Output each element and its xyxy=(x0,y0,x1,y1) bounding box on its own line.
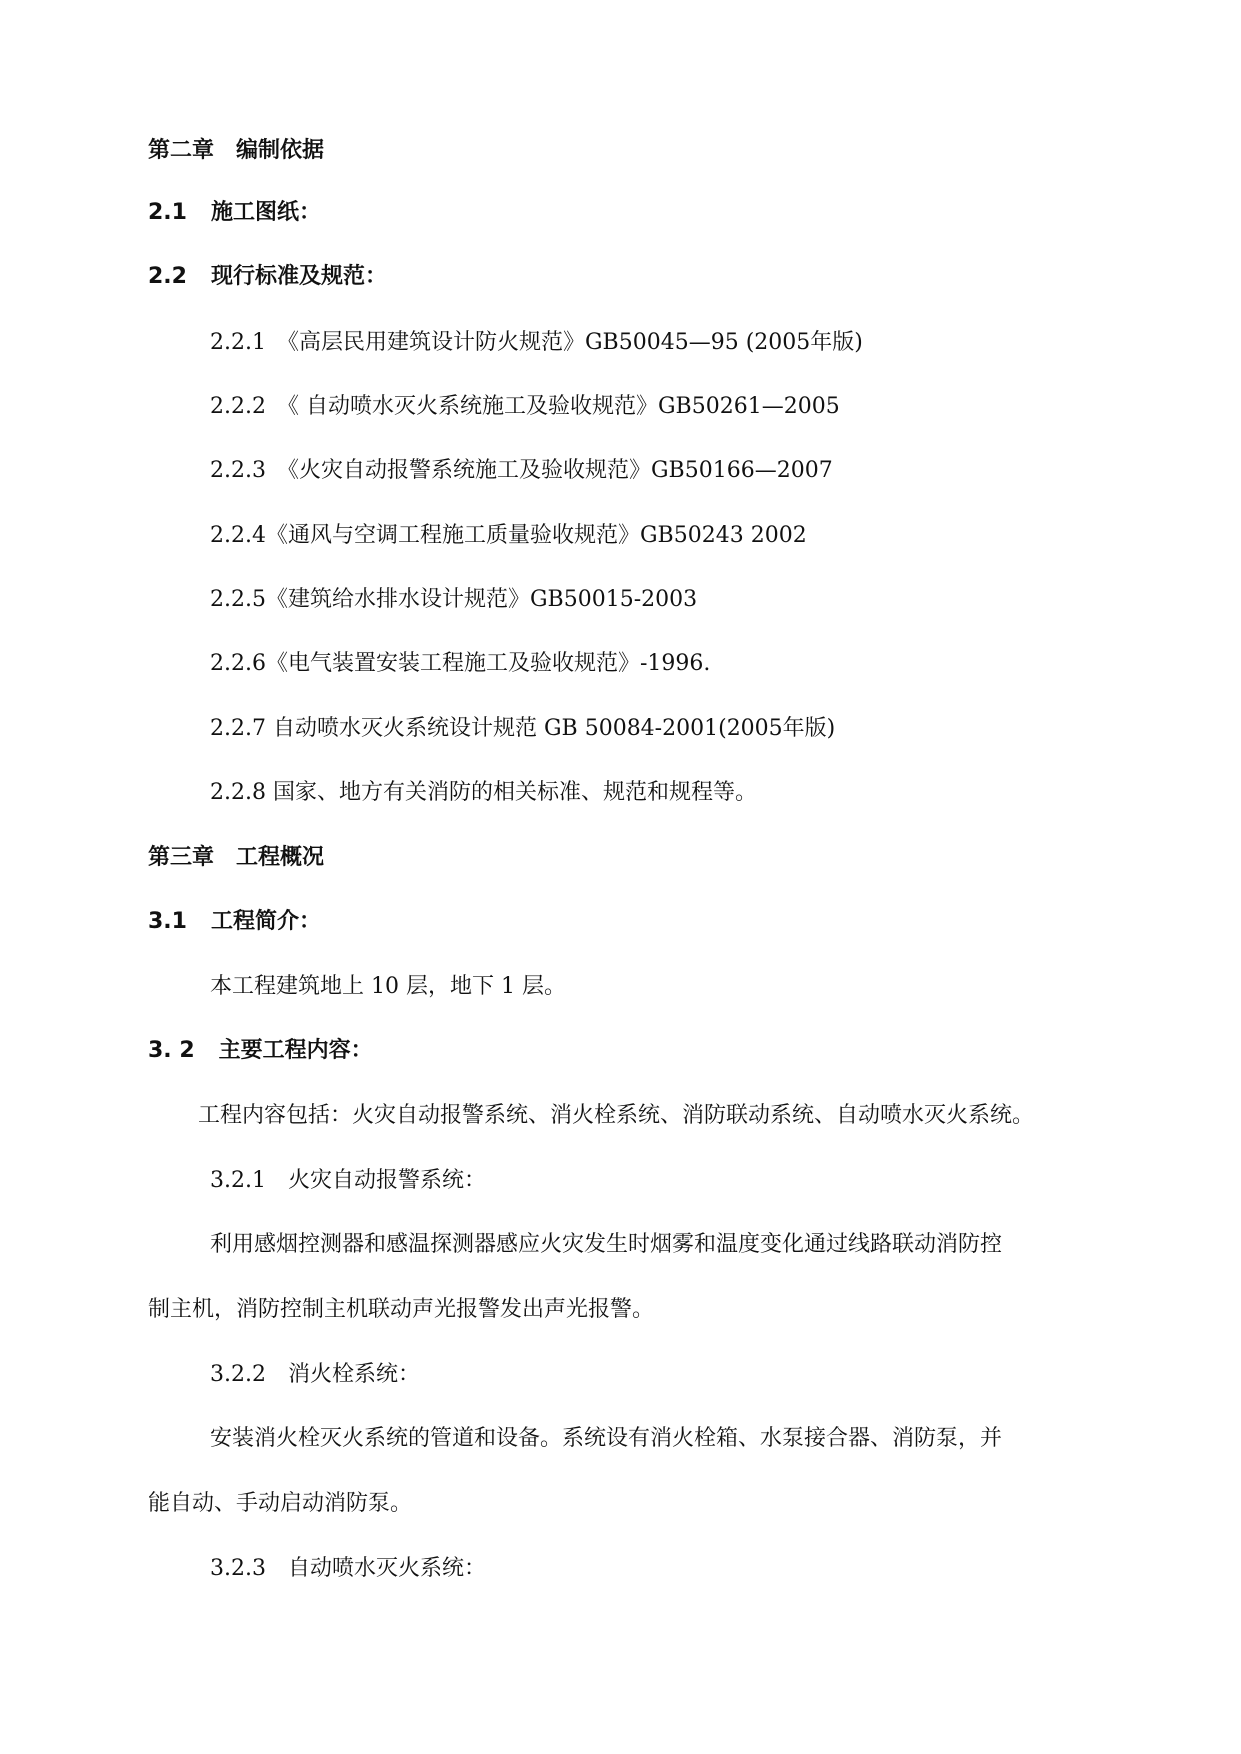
subsection-3-2-1-text-line2: 制主机，消防控制主机联动声光报警发出声光报警。 xyxy=(148,1297,655,1322)
section-3-1-heading xyxy=(148,907,321,937)
section-number: 3.1 xyxy=(148,909,187,934)
chapter-2-title: 第二章 编制依据 xyxy=(148,138,325,163)
standard-item-2-2-4: 2.2.4《通风与空调工程施工质量验收规范》GB50243 2002 xyxy=(210,523,807,548)
standard-item-2-2-1: 2.2.1 《高层民用建筑设计防火规范》GB50045—95 (2005年版) xyxy=(210,330,863,355)
standard-item-2-2-3: 2.2.3 《火灾自动报警系统施工及验收规范》GB50166—2007 xyxy=(210,458,833,483)
standard-item-2-2-8: 2.2.8 国家、地方有关消防的相关标准、规范和规程等。 xyxy=(210,780,757,805)
section-3-2-text: 工程内容包括：火灾自动报警系统、消火栓系统、消防联动系统、自动喷水灭火系统。 xyxy=(198,1103,1035,1128)
section-number: 2.2 xyxy=(148,264,187,289)
subsection-3-2-3-heading: 3.2.3 自动喷水灭火系统： xyxy=(210,1556,486,1581)
subsection-3-2-1-text-line1: 利用感烟控测器和感温探测器感应火灾发生时烟雾和温度变化通过线路联动消防控 xyxy=(210,1232,1003,1257)
section-2-1-heading xyxy=(148,198,321,228)
subsection-3-2-1-heading: 3.2.1 火灾自动报警系统： xyxy=(210,1168,486,1193)
chapter-3-title: 第三章 工程概况 xyxy=(148,845,325,870)
standard-item-2-2-7: 2.2.7 自动喷水灭火系统设计规范 GB 50084-2001(2005年版) xyxy=(210,716,836,741)
section-title: 施工图纸： xyxy=(210,200,321,225)
section-2-2-heading xyxy=(148,262,387,292)
subsection-3-2-2-heading: 3.2.2 消火栓系统： xyxy=(210,1362,420,1387)
section-number: 2.1 xyxy=(148,200,187,225)
section-title: 主要工程内容： xyxy=(218,1038,373,1063)
standard-item-2-2-5: 2.2.5《建筑给水排水设计规范》GB50015-2003 xyxy=(210,587,698,612)
subsection-3-2-2-text-line1: 安装消火栓灭火系统的管道和设备。系统设有消火栓箱、水泵接合器、消防泵，并 xyxy=(210,1426,1003,1451)
section-3-2-heading xyxy=(148,1036,373,1066)
section-title: 工程简介： xyxy=(210,909,321,934)
subsection-3-2-2-text-line2: 能自动、手动启动消防泵。 xyxy=(148,1491,413,1516)
section-3-1-text: 本工程建筑地上 10 层，地下 1 层。 xyxy=(210,974,566,999)
section-title: 现行标准及规范： xyxy=(210,264,387,289)
standard-item-2-2-6: 2.2.6《电气装置安装工程施工及验收规范》-1996. xyxy=(210,651,711,676)
standard-item-2-2-2: 2.2.2 《 自动喷水灭火系统施工及验收规范》GB50261—2005 xyxy=(210,394,840,419)
section-number: 3. 2 xyxy=(148,1038,195,1063)
